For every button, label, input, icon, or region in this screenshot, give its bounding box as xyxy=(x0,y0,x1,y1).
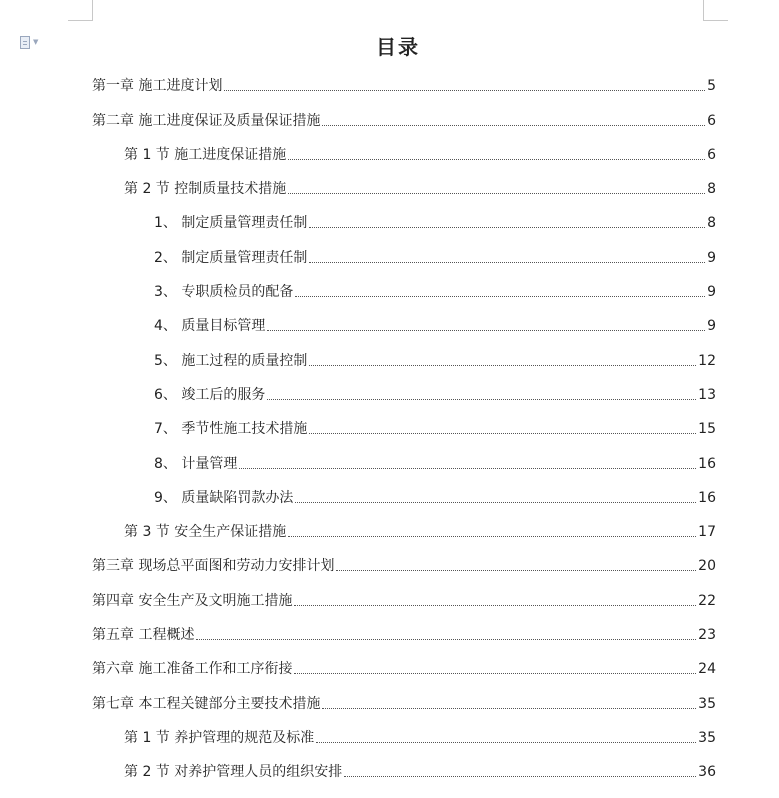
toc-entry-title: 第 1 节 养护管理的规范及标准 xyxy=(124,729,315,746)
toc-entry-title: 4、 质量目标管理 xyxy=(154,318,266,335)
toc-entry-page-number: 13 xyxy=(698,386,716,403)
toc-entry-title: 第 3 节 安全生产保证措施 xyxy=(124,524,287,541)
toc-entry-title: 8、 计量管理 xyxy=(154,455,238,472)
toc-leader-dots xyxy=(295,296,705,297)
page-corner-mark-left xyxy=(68,0,93,21)
toc-entry-title: 1、 制定质量管理责任制 xyxy=(154,215,308,232)
toc-entry-page-number: 35 xyxy=(698,695,716,712)
toc-leader-dots xyxy=(267,399,696,400)
toc-entry[interactable] xyxy=(92,513,716,547)
toc-leader-dots xyxy=(239,468,696,469)
toc-leader-dots xyxy=(309,365,696,366)
toc-entry-page-number: 36 xyxy=(698,764,716,781)
toc-entry-page-number: 15 xyxy=(698,421,716,438)
toc-leader-dots xyxy=(267,330,705,331)
toc-entry[interactable] xyxy=(92,616,716,650)
toc-entry-page-number: 9 xyxy=(707,284,716,301)
toc-entry-page-number: 8 xyxy=(707,181,716,198)
toc-leader-dots xyxy=(309,433,696,434)
toc-entry-page-number: 16 xyxy=(698,455,716,472)
toc-entry-title: 第六章 施工准备工作和工序衔接 xyxy=(92,661,293,678)
toc-leader-dots xyxy=(309,262,705,263)
toc-leader-dots xyxy=(322,708,696,709)
toc-entry[interactable] xyxy=(92,136,716,170)
toc-entry[interactable] xyxy=(92,581,716,615)
toc-leader-dots xyxy=(316,742,696,743)
toc-entry[interactable] xyxy=(92,67,716,101)
toc-entry-page-number: 9 xyxy=(707,318,716,335)
toc-entry-page-number: 9 xyxy=(707,249,716,266)
toc-leader-dots xyxy=(344,776,696,777)
toc-entry[interactable] xyxy=(92,684,716,718)
toc-entry-title: 7、 季节性施工技术措施 xyxy=(154,421,308,438)
toc-entry-title: 5、 施工过程的质量控制 xyxy=(154,352,308,369)
toc-entry[interactable] xyxy=(92,204,716,238)
toc-entry[interactable] xyxy=(92,719,716,753)
toc-entry-title: 2、 制定质量管理责任制 xyxy=(154,249,308,266)
toc-leader-dots xyxy=(294,605,696,606)
toc-entry-page-number: 17 xyxy=(698,524,716,541)
toc-entry-title: 第二章 施工进度保证及质量保证措施 xyxy=(92,112,321,129)
toc-leader-dots xyxy=(336,570,696,571)
chevron-down-icon: ▼ xyxy=(33,38,39,46)
table-of-contents xyxy=(92,67,716,787)
toc-entry[interactable] xyxy=(92,307,716,341)
toc-entry-page-number: 20 xyxy=(698,558,716,575)
toc-entry-page-number: 16 xyxy=(698,489,716,506)
toc-leader-dots xyxy=(288,536,696,537)
toc-entry-title: 第五章 工程概述 xyxy=(92,627,195,644)
toc-entry-title: 第 1 节 施工进度保证措施 xyxy=(124,146,287,163)
toc-entry[interactable] xyxy=(92,650,716,684)
toc-entry-title: 第 2 节 控制质量技术措施 xyxy=(124,181,287,198)
toc-entry-page-number: 35 xyxy=(698,729,716,746)
toc-entry-title: 第 2 节 对养护管理人员的组织安排 xyxy=(124,764,343,781)
toc-entry-title: 6、 竣工后的服务 xyxy=(154,386,266,403)
toc-leader-dots xyxy=(294,673,696,674)
toc-entry[interactable] xyxy=(92,547,716,581)
toc-entry[interactable] xyxy=(92,444,716,478)
toc-entry-page-number: 8 xyxy=(707,215,716,232)
toc-leader-dots xyxy=(196,639,696,640)
toc-entry[interactable] xyxy=(92,273,716,307)
toc-entry[interactable] xyxy=(92,753,716,787)
toc-entry[interactable] xyxy=(92,341,716,375)
toc-entry-title: 第四章 安全生产及文明施工措施 xyxy=(92,592,293,609)
toc-leader-dots xyxy=(295,502,696,503)
toc-entry-page-number: 6 xyxy=(707,112,716,129)
toc-leader-dots xyxy=(288,193,705,194)
toc-entry[interactable] xyxy=(92,479,716,513)
page-title: 目录 xyxy=(376,35,420,59)
toc-entry-page-number: 22 xyxy=(698,592,716,609)
toc-entry-title: 9、 质量缺陷罚款办法 xyxy=(154,489,294,506)
toc-entry[interactable] xyxy=(92,410,716,444)
toc-entry-title: 第七章 本工程关键部分主要技术措施 xyxy=(92,695,321,712)
toc-leader-dots xyxy=(322,125,705,126)
toc-entry-title: 第一章 施工进度计划 xyxy=(92,78,223,95)
toc-entry-page-number: 5 xyxy=(707,78,716,95)
toc-leader-dots xyxy=(309,227,705,228)
toc-entry-title: 第三章 现场总平面图和劳动力安排计划 xyxy=(92,558,335,575)
toc-entry[interactable] xyxy=(92,238,716,272)
toc-entry-page-number: 6 xyxy=(707,146,716,163)
toc-leader-dots xyxy=(224,90,705,91)
page-corner-mark-right xyxy=(703,0,728,21)
toc-entry-page-number: 24 xyxy=(698,661,716,678)
toc-leader-dots xyxy=(288,159,705,160)
toc-entry[interactable] xyxy=(92,101,716,135)
toc-entry[interactable] xyxy=(92,376,716,410)
toc-entry-page-number: 12 xyxy=(698,352,716,369)
toc-entry-page-number: 23 xyxy=(698,627,716,644)
toc-entry-title: 3、 专职质检员的配备 xyxy=(154,284,294,301)
toc-entry[interactable] xyxy=(92,170,716,204)
